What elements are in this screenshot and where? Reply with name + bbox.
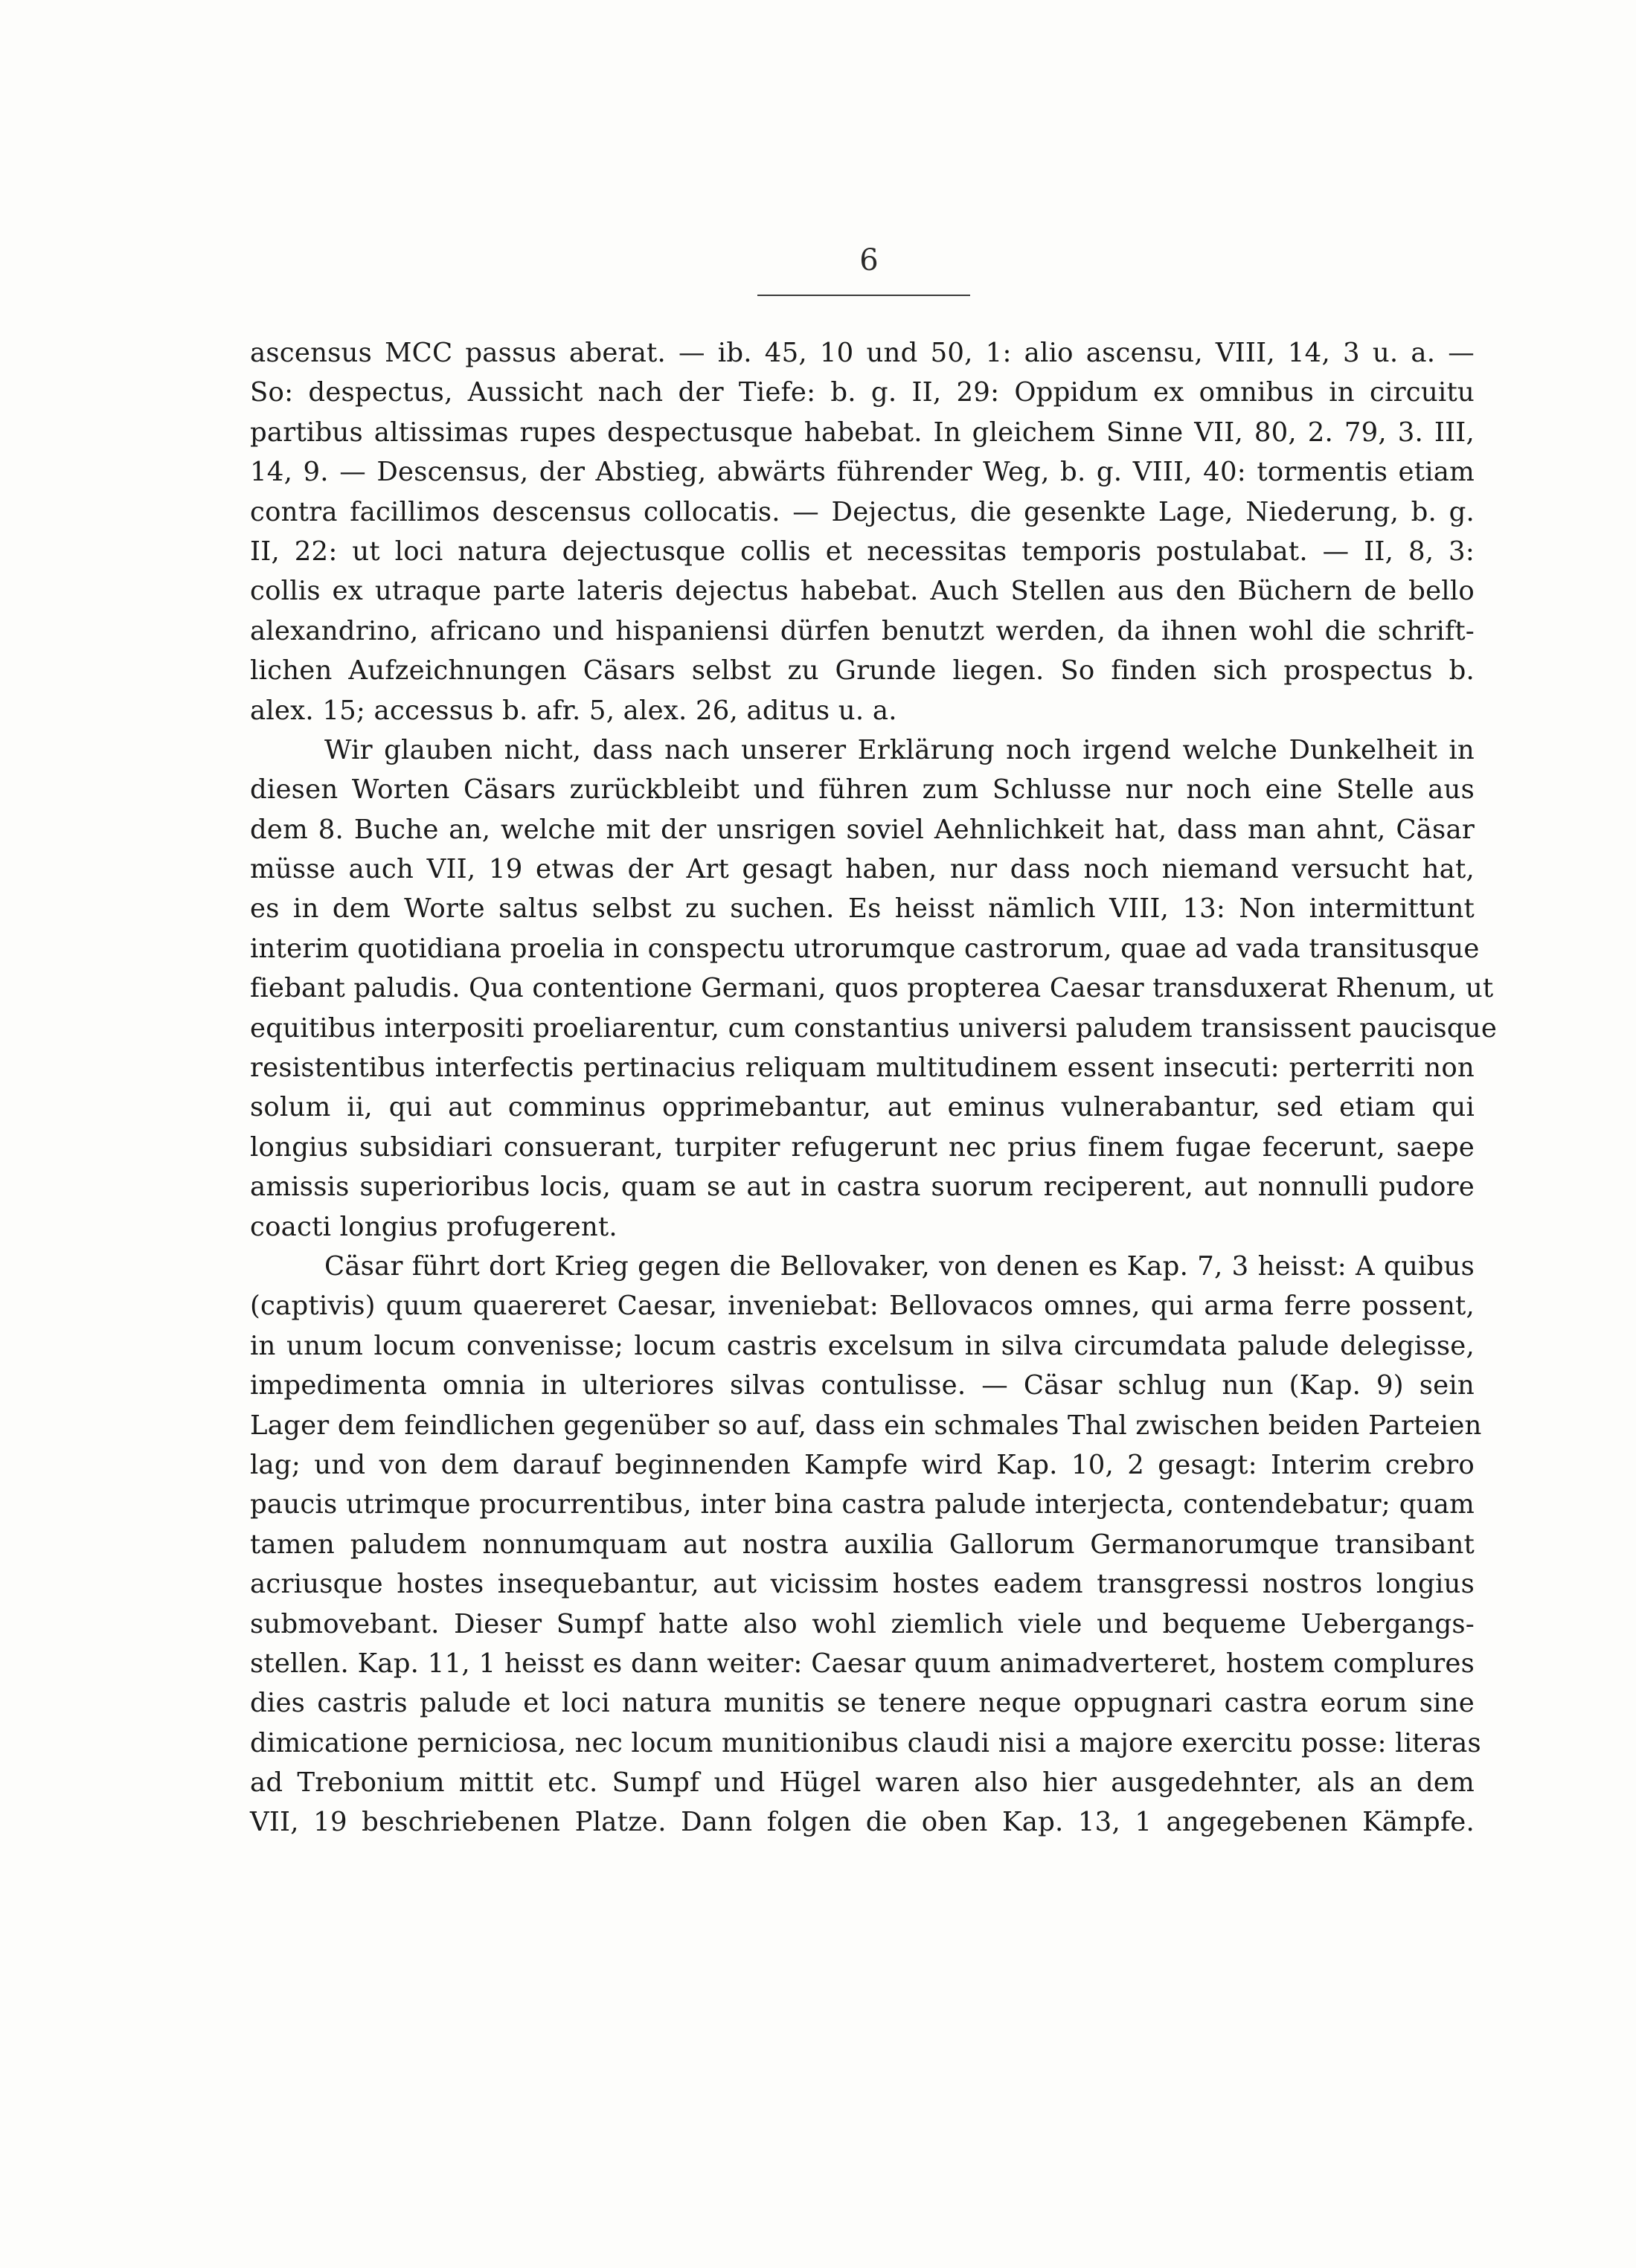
text-line: in unum locum convenisse; locum castris excelsum in silva circumdata palude delegisse, [250,1330,1475,1361]
text-line: stellen. Kap. 11, 1 heisst es dann weiter: Caesar quum animadverteret, hostem complures [250,1648,1475,1679]
text-line: müsse auch VII, 19 etwas der Art gesagt haben, nur dass noch niemand versucht hat, [250,854,1475,885]
text-line: coacti longius profugerent. [250,1211,617,1242]
text-line: paucis utrimque procurrentibus, inter bina castra palude interjecta, contendebatur; quam [250,1489,1475,1520]
text-line: collis ex utraque parte lateris dejectus habebat. Auch Stellen aus den Büchern de bello [250,576,1475,607]
text-line: interim quotidiana proelia in conspectu utrorumque castrorum, quae ad vada transitusque [250,933,1480,964]
text-line: lag; und von dem darauf beginnenden Kampfe wird Kap. 10, 2 gesagt: Interim crebro [250,1449,1475,1480]
text-line: diesen Worten Cäsars zurückbleibt und führen zum Schlusse nur noch eine Stelle aus [250,774,1475,806]
text-line: II, 22: ut loci natura dejectusque collis et necessitas temporis postulabat. — II, 8, 3: [250,536,1475,567]
text-line: alexandrino, africano und hispaniensi dürfen benutzt werden, da ihnen wohl die schrift- [250,615,1475,646]
body-text [250,333,1498,1843]
text-line: tamen paludem nonnumquam aut nostra auxilia Gallorum Germanorumque transibant [250,1529,1475,1560]
text-line: longius subsidiari consuerant, turpiter refugerunt nec prius finem fugae fecerunt, saepe [250,1131,1475,1163]
text-line: 14, 9. — Descensus, der Abstieg, abwärts führender Weg, b. g. VIII, 40: tormentis etiam [250,457,1475,488]
page-number: 6 [859,243,879,277]
text-line: fiebant paludis. Qua contentione Germani, quos propterea Caesar transduxerat Rhenum, ut [250,973,1494,1004]
text-line: solum ii, qui aut comminus opprimebantur, aut eminus vulnerabantur, sed etiam qui [250,1092,1475,1123]
text-line: submovebant. Dieser Sumpf hatte also wohl ziemlich viele und bequeme Uebergangs- [250,1608,1475,1639]
text-line: contra facillimos descensus collocatis. — Dejectus, die gesenkte Lage, Niederung, b. g. [250,496,1475,527]
text-line: ascensus MCC passus aberat. — ib. 45, 10 und 50, 1: alio ascensu, VIII, 14, 3 u. a. — [250,338,1475,368]
text-line: equitibus interpositi proeliarentur, cum constantius universi paludem transissent paucisque [250,1012,1498,1044]
text-line: lichen Aufzeichnungen Cäsars selbst zu Grunde liegen. So finden sich prospectus b. [250,655,1475,687]
text-line: Wir glauben nicht, dass nach unserer Erklärung noch irgend welche Dunkelheit in [324,734,1475,765]
text-line: es in dem Worte saltus selbst zu suchen. Es heisst nämlich VIII, 13: Non intermittunt [250,893,1475,925]
text-line: dies castris palude et loci natura munitis se tenere neque oppugnari castra eorum sine [250,1688,1475,1719]
text-line: resistentibus interfectis pertinacius reliquam multitudinem essent insecuti: perterriti non [250,1053,1475,1084]
text-line: Cäsar führt dort Krieg gegen die Bellovaker, von denen es Kap. 7, 3 heisst: A quibus [324,1250,1475,1282]
text-line: Lager dem feindlichen gegenüber so auf, dass ein schmales Thal zwischen beiden Parteien [250,1410,1482,1441]
text-line: VII, 19 beschriebenen Platze. Dann folgen die oben Kap. 13, 1 angegebenen Kämpfe. [250,1807,1475,1838]
text-line: partibus altissimas rupes despectusque habebat. In gleichem Sinne VII, 80, 2. 79, 3. III, [250,417,1475,448]
text-line: dimicatione perniciosa, nec locum munitionibus claudi nisi a majore exercitu posse: literas [250,1727,1481,1758]
header-rule [757,295,970,296]
text-line: acriusque hostes insequebantur, aut vicissim hostes eadem transgressi nostros longius [250,1569,1475,1600]
text-line: amissis superioribus locis, quam se aut in castra suorum reciperent, aut nonnulli pudore [250,1172,1475,1203]
text-line: ad Trebonium mittit etc. Sumpf und Hügel waren also hier ausgedehnter, als an dem [250,1767,1475,1799]
text-line: (captivis) quum quaereret Caesar, inveniebat: Bellovacos omnes, qui arma ferre possent, [250,1291,1475,1322]
text-line: alex. 15; accessus b. afr. 5, alex. 26, aditus u. a. [250,695,897,726]
text-line: impedimenta omnia in ulteriores silvas contulisse. — Cäsar schlug nun (Kap. 9) sein [250,1370,1475,1401]
text-line: dem 8. Buche an, welche mit der unsrigen soviel Aehnlichkeit hat, dass man ahnt, Cäsar [250,814,1475,845]
text-line: So: despectus, Aussicht nach der Tiefe: b. g. II, 29: Oppidum ex omnibus in circuitu [250,377,1475,408]
